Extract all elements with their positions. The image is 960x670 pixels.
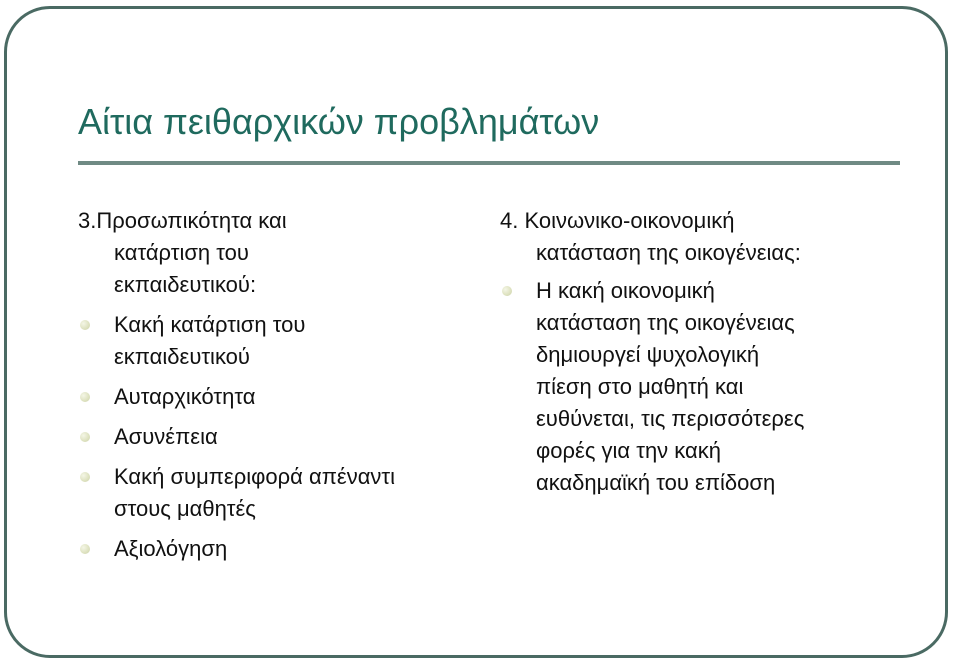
- left-bullet-5-line-1: Αξιολόγηση: [114, 536, 228, 561]
- left-bullet-1-line-2: εκπαιδευτικού: [114, 344, 250, 369]
- left-bullet-1-line-1: Κακή κατάρτιση του: [114, 312, 306, 337]
- left-bullet-item-4: [78, 461, 478, 525]
- bullet-dot-icon: [80, 472, 90, 482]
- right-bullet-line-2: κατάσταση της οικογένειας: [536, 310, 795, 335]
- left-bullet-4-line-1: Κακή συμπεριφορά απέναντι: [114, 464, 395, 489]
- left-heading: [78, 205, 478, 301]
- title-divider: [78, 161, 900, 165]
- left-bullet-2-line-1: Αυταρχικότητα: [114, 384, 256, 409]
- slide-title: Αίτια πειθαρχικών προβλημάτων: [78, 101, 600, 142]
- left-bullet-item-2: [78, 381, 478, 413]
- right-heading: [500, 205, 900, 269]
- right-column: [500, 205, 900, 499]
- right-bullet-line-7: ακαδημαϊκή του επίδοση: [536, 470, 776, 495]
- left-bullet-item-5: [78, 533, 478, 565]
- left-bullet-item-3: [78, 421, 478, 453]
- left-heading-line-3: εκπαιδευτικού:: [114, 272, 257, 297]
- bullet-dot-icon: [80, 392, 90, 402]
- left-bullet-item-1: [78, 309, 478, 373]
- right-heading-line-1: 4. Κοινωνικο-οικονομική: [500, 208, 735, 233]
- right-bullet-line-1: Η κακή οικονομική: [536, 278, 715, 303]
- left-column: [78, 205, 478, 565]
- bullet-dot-icon: [80, 544, 90, 554]
- right-heading-line-2: κατάσταση της οικογένειας:: [536, 240, 801, 265]
- right-bullet-line-4: πίεση στο μαθητή και: [536, 374, 744, 399]
- left-heading-line-2: κατάρτιση του: [114, 240, 249, 265]
- bullet-dot-icon: [80, 432, 90, 442]
- left-heading-line-1: 3.Προσωπικότητα και: [78, 208, 287, 233]
- right-bullet-line-6: φορές για την κακή: [536, 438, 721, 463]
- left-bullet-4-line-2: στους μαθητές: [114, 496, 256, 521]
- left-bullet-3-line-1: Ασυνέπεια: [114, 424, 218, 449]
- bullet-dot-icon: [502, 286, 512, 296]
- right-bullet-line-3: δημιουργεί ψυχολογική: [536, 342, 760, 367]
- bullet-dot-icon: [80, 320, 90, 330]
- right-bullet-line-5: ευθύνεται, τις περισσότερες: [536, 406, 805, 431]
- right-bullet-item-1: [500, 275, 900, 499]
